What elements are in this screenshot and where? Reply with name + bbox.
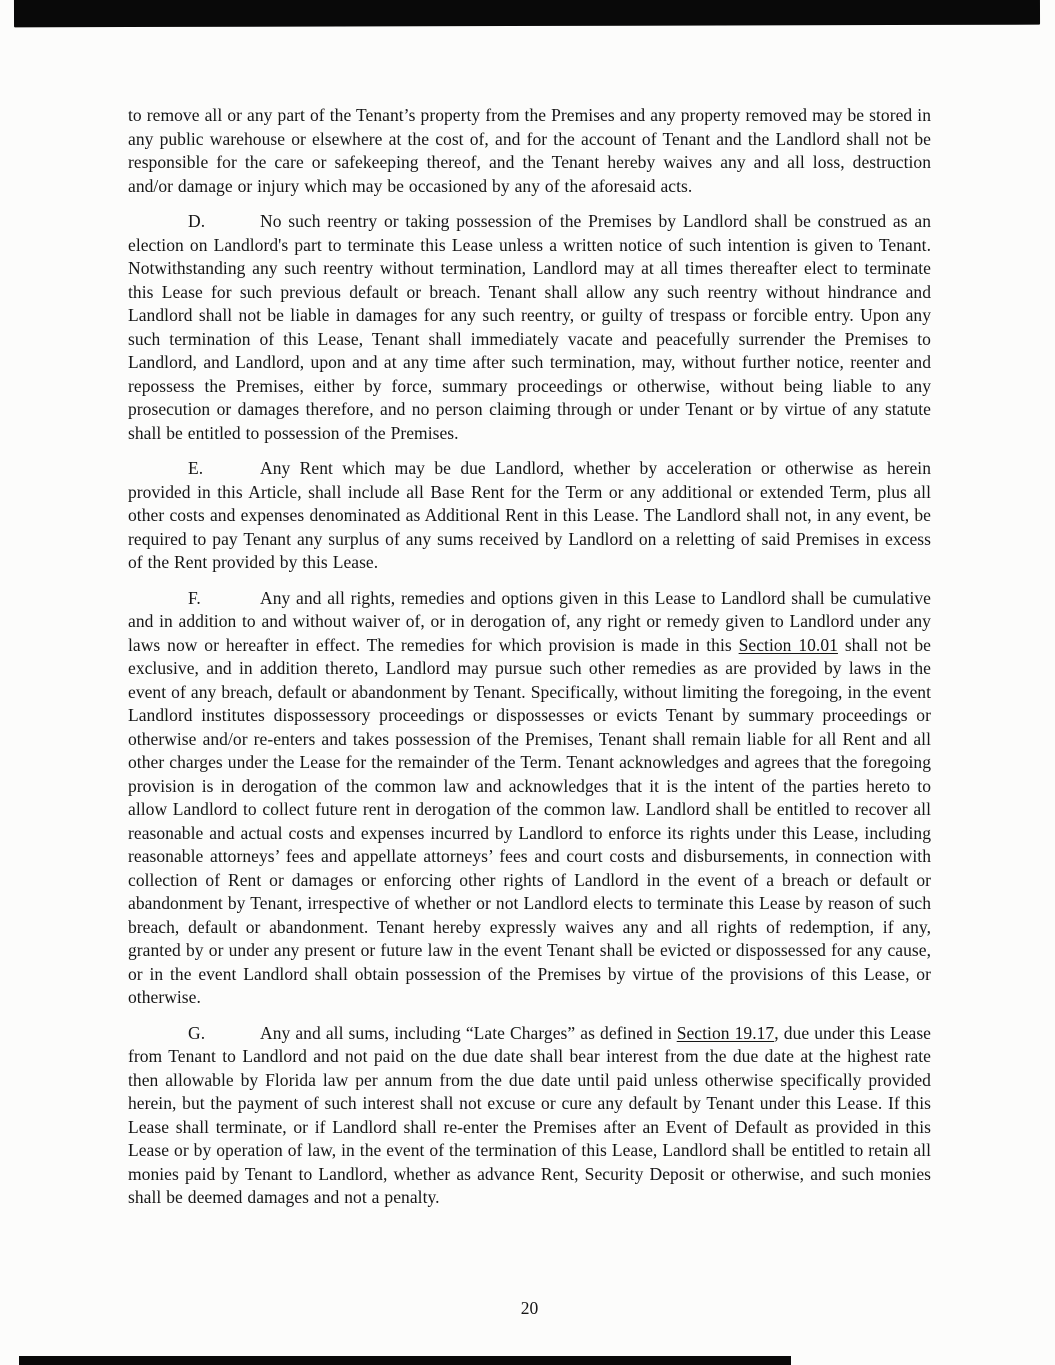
paragraph-g <box>128 1022 931 1210</box>
paragraph-d <box>128 210 931 445</box>
paragraph-text: to remove all or any part of the Tenant’s property from the Premises and any property removed may be stored in any public warehouse or elsewhere at the cost of, and for the account of Tenant and the Landlord shall not be responsible for the care or safekeeping thereof, and the Tenant hereby waives any and all loss, destruction and/or damage or injury which may be occasioned by any of the aforesaid acts. <box>128 105 931 196</box>
paragraph-text: No such reentry or taking possession of the Premises by Landlord shall be construed as an election on Landlord's part to terminate this Lease unless a written notice of such intention is given to Tenant. Notwithstanding any such reentry without termination, Landlord may at all times thereafter elect to terminate this Lease for such previous default or breach. Tenant shall allow any such reentry without hindrance and Landlord shall not be liable in damages for any such reentry, or guilty of trespass or forcible entry. Upon any such termination of this Lease, Tenant shall immediately vacate and peacefully surrender the Premises to Landlord, and Landlord, upon and at any time after such termination, may, without further notice, reenter and repossess the Premises, either by force, summary proceedings or otherwise, without being liable to any prosecution or damages therefore, and no person claiming through or under Tenant or by virtue of any statute shall be entitled to possession of the Premises. <box>128 211 931 443</box>
paragraph-text: Any Rent which may be due Landlord, whether by acceleration or otherwise as herein provided in this Article, shall include all Base Rent for the Term or any additional or extended Term, plus all other costs and expenses denominated as Additional Rent in this Lease. The Landlord shall not, in any event, be required to pay Tenant any surplus of any sums received by Landlord on a reletting of said Premises in excess of the Rent provided by this Lease. <box>128 458 931 572</box>
paragraph-label: F. <box>188 587 201 608</box>
page-number: 20 <box>520 1298 539 1318</box>
document-body <box>128 104 931 1210</box>
paragraph-e <box>128 457 931 575</box>
section-reference-19-17: Section 19.17 <box>676 1022 775 1043</box>
paragraph-text: shall not be exclusive, and in addition thereto, Landlord may pursue such other remedies as are provided by laws in the event of any breach, default or abandonment by Tenant. Specifically, without limiting the foregoing, in the event Landlord institutes dispossessory proceedings or dispossesses or evicts Tenant by summary proceedings or otherwise and/or re-enters and takes possession of the Premises, Tenant shall remain liable for all Rent and all other charges under the Lease for the remainder of the Term. Tenant acknowledges and agrees that the foregoing provision is in derogation of the common law and acknowledges that it is the intent of the parties hereto to allow Landlord to collect future rent in derogation of the common law. Landlord shall be entitled to recover all reasonable and actual costs and expenses incurred by Landlord to enforce its rights under this Lease, including reasonable attorneys’ fees and appellate attorneys’ fees and court costs and disbursements, in connection with collection of Rent or damages or enforcing other rights of Landlord in the event of a breach or default or abandonment by Tenant, irrespective of whether or not Landlord elects to terminate this Lease by reason of such breach, default or abandonment. Tenant hereby expressly waives any and all rights of redemption, if any, granted by or under any present or future law in the event Tenant shall be evicted or dispossessed for any cause, or in the event Landlord shall obtain possession of the Premises by virtue of the provisions of this Lease, or otherwise. <box>128 634 931 1007</box>
scan-artifact-bottom-bar <box>19 1356 791 1365</box>
paragraph-label: D. <box>188 211 206 231</box>
paragraph-label: E. <box>188 458 204 478</box>
paragraph-label: G. <box>188 1022 206 1043</box>
paragraph-text: Any and all rights, remedies and options given in this Lease to Landlord shall be cumulative and in addition to and without waiver of, or in derogation of, any right or remedy given to Landlord under any laws now or hereafter in effect. The remedies for which provision is made in this <box>128 587 931 655</box>
paragraph-text: , due under this Lease from Tenant to Landlord and not paid on the due date shall bear interest from the due date at the highest rate then allowable by Florida law per annum from the due date until paid unless otherwise specifically provided herein, but the payment of such interest shall not excuse or cure any default by Tenant under this Lease. If this Lease shall terminate, or if Landlord shall re-enter the Premises after an Event of Default as provided in this Lease or by operation of law, in the event of the termination of this Lease, Landlord shall be entitled to retain all monies paid by Tenant to Landlord, whether as advance Rent, Security Deposit or otherwise, and such monies shall be deemed damages and not a penalty. <box>128 1022 931 1207</box>
paragraph-continuation <box>128 104 931 198</box>
paragraph-text: Any and all sums, including “Late Charges” as defined in <box>260 1022 677 1043</box>
paragraph-f <box>128 587 931 1010</box>
scan-artifact-top-bar <box>14 0 1040 27</box>
section-reference-10-01: Section 10.01 <box>738 634 838 655</box>
